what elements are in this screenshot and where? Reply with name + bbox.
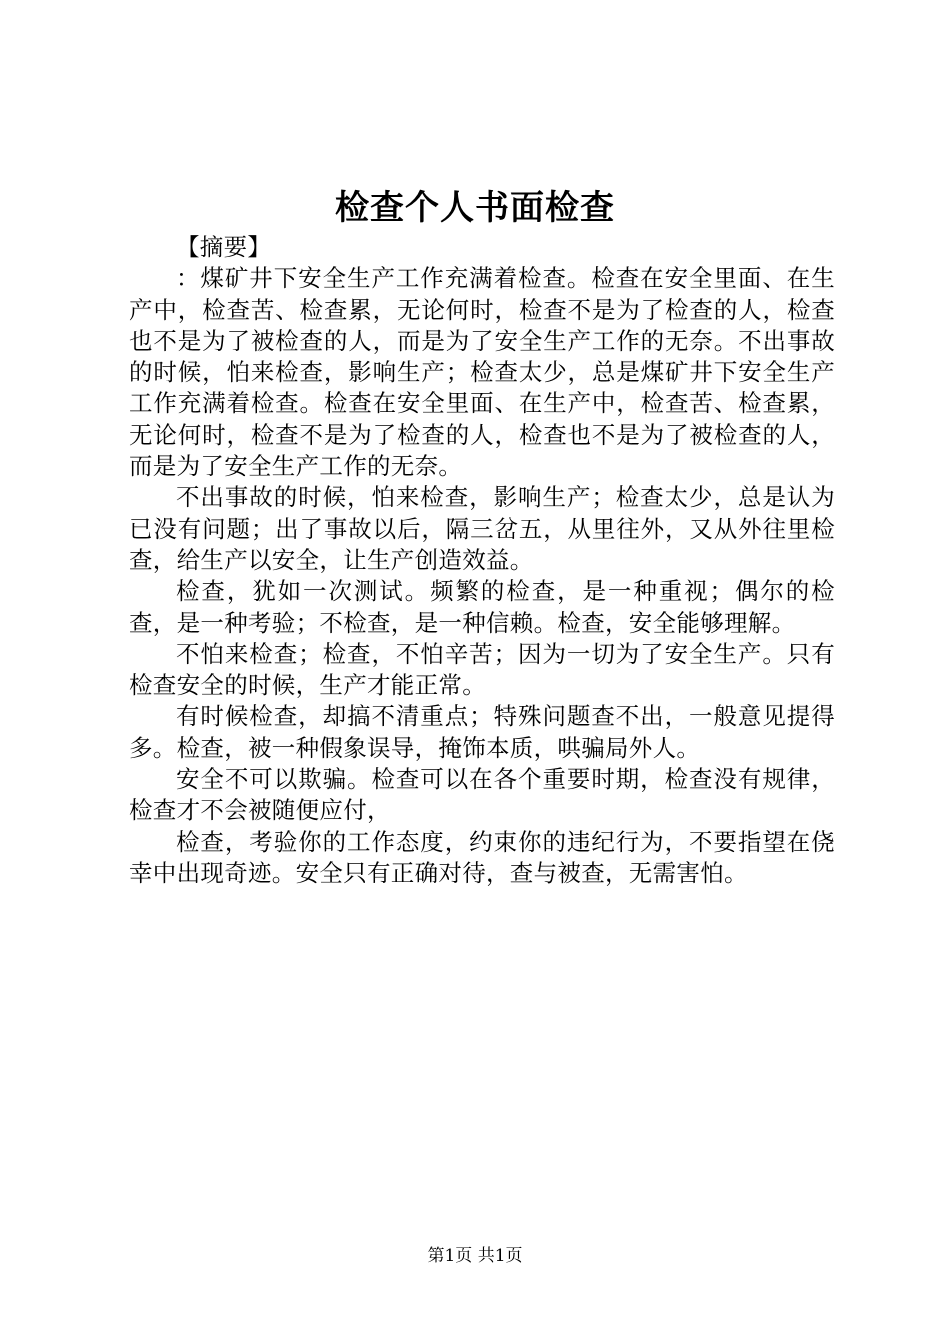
document-body bbox=[129, 232, 835, 889]
paragraph-2: 不出事故的时候，怕来检查，影响生产；检查太少，总是认为已没有问题；出了事故以后，隔三岔五，从里往外，又从外往里检查，给生产以安全，让生产创造效益。 bbox=[129, 483, 835, 574]
document-title: 检查个人书面检查 bbox=[335, 188, 615, 228]
paragraph-1: ：煤矿井下安全生产工作充满着检查。检查在安全里面、在生产中，检查苦、检查累，无论何时，检查不是为了检查的人，检查也不是为了被检查的人，而是为了安全生产工作的无奈。不出事故的时候，怕来检查，影响生产；检查太少，总是煤矿井下安全生产工作充满着检查。检查在安全里面、在生产中，检查苦、检查累，无论何时，检查不是为了检查的人，检查也不是为了被检查的人，而是为了安全生产工作的无奈。 bbox=[129, 264, 835, 481]
abstract-heading: 【摘要】 bbox=[176, 233, 272, 261]
paragraph-3: 检查，犹如一次测试。频繁的检查，是一种重视；偶尔的检查，是一种考验；不检查，是一种信赖。检查，安全能够理解。 bbox=[129, 577, 835, 637]
paragraph-7: 检查，考验你的工作态度，约束你的违纪行为，不要指望在侥幸中出现奇迹。安全只有正确对待，查与被查，无需害怕。 bbox=[129, 827, 835, 887]
paragraph-5: 有时候检查，却搞不清重点；特殊问题查不出，一般意见提得多。检查，被一种假象误导，掩饰本质，哄骗局外人。 bbox=[129, 702, 835, 762]
paragraph-4: 不怕来检查；检查，不怕辛苦；因为一切为了安全生产。只有检查安全的时候，生产才能正常。 bbox=[129, 639, 835, 700]
paragraph-6: 安全不可以欺骗。检查可以在各个重要时期，检查没有规律，检查才不会被随便应付， bbox=[129, 765, 835, 825]
page-footer: 第1页 共1页 bbox=[427, 1246, 523, 1266]
